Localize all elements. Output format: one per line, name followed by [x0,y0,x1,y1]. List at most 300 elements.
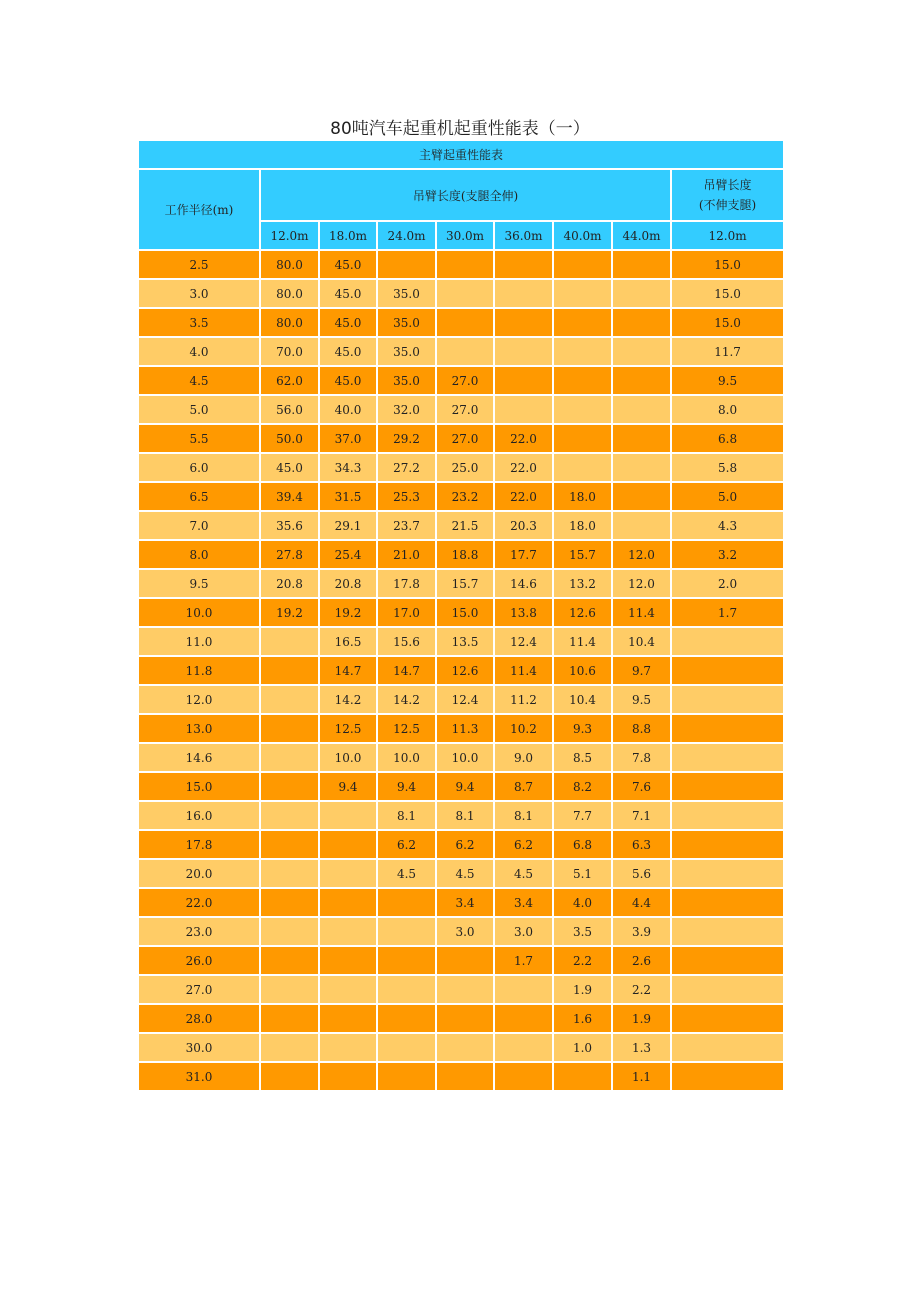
capacity-cell: 15.0 [436,598,494,627]
capacity-cell: 7.8 [612,743,671,772]
capacity-cell [319,859,377,888]
capacity-cell: 9.4 [319,772,377,801]
table-row [138,250,784,279]
capacity-cell: 23.2 [436,482,494,511]
table-row [138,1004,784,1033]
capacity-cell: 32.0 [377,395,436,424]
capacity-cell [319,975,377,1004]
capacity-cell: 80.0 [260,279,319,308]
radius-cell: 4.0 [138,337,260,366]
capacity-cell: 2.6 [612,946,671,975]
capacity-cell: 14.7 [319,656,377,685]
capacity-cell [494,1062,553,1091]
capacity-cell: 11.3 [436,714,494,743]
table-row [138,308,784,337]
capacity-cell [553,308,612,337]
capacity-cell: 9.5 [612,685,671,714]
capacity-cell [260,1062,319,1091]
table-row [138,279,784,308]
capacity-cell [436,1062,494,1091]
capacity-cell: 3.0 [436,917,494,946]
capacity-cell [553,453,612,482]
capacity-cell [436,1004,494,1033]
capacity-cell [553,279,612,308]
capacity-cell [260,627,319,656]
capacity-cell [319,830,377,859]
capacity-cell: 12.0 [612,540,671,569]
capacity-cell [260,830,319,859]
capacity-cell: 8.7 [494,772,553,801]
capacity-cell [553,250,612,279]
capacity-cell: 18.0 [553,482,612,511]
table-row [138,540,784,569]
capacity-cell: 7.1 [612,801,671,830]
capacity-cell: 16.5 [319,627,377,656]
capacity-cell: 1.3 [612,1033,671,1062]
radius-cell: 15.0 [138,772,260,801]
boom-noout-header-line2: (不伸支腿) [698,198,757,212]
capacity-cell [494,975,553,1004]
capacity-cell: 17.8 [377,569,436,598]
capacity-noout-cell [671,1033,784,1062]
capacity-cell [494,337,553,366]
capacity-cell: 6.2 [436,830,494,859]
capacity-cell: 27.0 [436,424,494,453]
capacity-noout-cell [671,714,784,743]
capacity-cell: 13.2 [553,569,612,598]
boom-length-header: 24.0m [377,221,436,250]
capacity-cell: 35.0 [377,366,436,395]
radius-cell: 31.0 [138,1062,260,1091]
table-row [138,424,784,453]
capacity-cell: 19.2 [319,598,377,627]
capacity-cell [494,279,553,308]
capacity-noout-cell: 5.8 [671,453,784,482]
capacity-cell: 9.7 [612,656,671,685]
capacity-cell: 50.0 [260,424,319,453]
capacity-noout-cell [671,917,784,946]
capacity-cell [260,888,319,917]
capacity-cell [612,482,671,511]
radius-cell: 23.0 [138,917,260,946]
capacity-cell: 62.0 [260,366,319,395]
boom-length-noout: 12.0m [671,221,784,250]
capacity-noout-cell [671,627,784,656]
capacity-cell: 8.1 [377,801,436,830]
capacity-cell: 5.1 [553,859,612,888]
table-row [138,859,784,888]
boom-length-header: 18.0m [319,221,377,250]
table-row [138,975,784,1004]
capacity-cell: 4.5 [436,859,494,888]
radius-cell: 3.0 [138,279,260,308]
capacity-cell: 17.7 [494,540,553,569]
capacity-cell: 9.0 [494,743,553,772]
capacity-cell: 1.7 [494,946,553,975]
capacity-cell [377,1004,436,1033]
capacity-noout-cell [671,743,784,772]
capacity-cell: 29.1 [319,511,377,540]
capacity-cell [612,395,671,424]
table-row [138,569,784,598]
capacity-cell [319,888,377,917]
boom-length-header: 40.0m [553,221,612,250]
radius-cell: 14.6 [138,743,260,772]
capacity-cell: 8.2 [553,772,612,801]
capacity-cell: 7.6 [612,772,671,801]
capacity-cell [260,743,319,772]
radius-cell: 9.5 [138,569,260,598]
capacity-cell: 80.0 [260,308,319,337]
capacity-cell: 23.7 [377,511,436,540]
capacity-cell: 45.0 [319,308,377,337]
capacity-noout-cell: 5.0 [671,482,784,511]
capacity-cell: 80.0 [260,250,319,279]
boom-noout-header [671,169,784,221]
capacity-cell: 1.9 [553,975,612,1004]
capacity-cell: 37.0 [319,424,377,453]
capacity-cell [436,308,494,337]
boom-length-header: 36.0m [494,221,553,250]
capacity-cell: 27.2 [377,453,436,482]
capacity-cell: 2.2 [612,975,671,1004]
table-row [138,714,784,743]
capacity-cell: 8.5 [553,743,612,772]
capacity-cell: 25.3 [377,482,436,511]
capacity-cell: 8.1 [436,801,494,830]
capacity-cell: 1.9 [612,1004,671,1033]
capacity-cell [436,946,494,975]
capacity-cell [260,656,319,685]
capacity-cell: 35.0 [377,337,436,366]
capacity-cell: 14.6 [494,569,553,598]
capacity-cell: 56.0 [260,395,319,424]
capacity-cell: 45.0 [260,453,319,482]
capacity-cell [319,1033,377,1062]
capacity-cell: 22.0 [494,482,553,511]
table-row [138,830,784,859]
capacity-noout-cell: 6.8 [671,424,784,453]
capacity-cell: 10.0 [319,743,377,772]
capacity-cell [260,714,319,743]
capacity-cell: 11.4 [553,627,612,656]
capacity-cell [319,946,377,975]
radius-cell: 11.8 [138,656,260,685]
radius-cell: 30.0 [138,1033,260,1062]
capacity-cell: 35.0 [377,279,436,308]
capacity-cell: 21.5 [436,511,494,540]
table-row [138,482,784,511]
boom-full-header: 吊臂长度(支腿全伸) [260,169,671,221]
radius-cell: 17.8 [138,830,260,859]
radius-cell: 2.5 [138,250,260,279]
table-row [138,337,784,366]
table-row [138,598,784,627]
capacity-cell: 8.8 [612,714,671,743]
table-row [138,772,784,801]
capacity-cell [553,366,612,395]
capacity-cell: 31.5 [319,482,377,511]
capacity-cell: 11.4 [494,656,553,685]
capacity-cell [436,1033,494,1062]
table-row [138,627,784,656]
boom-length-header: 30.0m [436,221,494,250]
capacity-cell: 14.2 [377,685,436,714]
capacity-cell: 7.7 [553,801,612,830]
capacity-cell: 27.0 [436,366,494,395]
capacity-cell [260,1004,319,1033]
capacity-cell: 20.8 [319,569,377,598]
capacity-cell: 20.3 [494,511,553,540]
capacity-cell: 70.0 [260,337,319,366]
capacity-noout-cell: 3.2 [671,540,784,569]
capacity-noout-cell: 4.3 [671,511,784,540]
radius-cell: 10.0 [138,598,260,627]
table-row [138,1062,784,1091]
capacity-cell: 27.0 [436,395,494,424]
capacity-cell: 3.9 [612,917,671,946]
capacity-cell: 12.6 [436,656,494,685]
capacity-cell: 3.4 [494,888,553,917]
capacity-cell [260,1033,319,1062]
capacity-cell: 12.4 [494,627,553,656]
capacity-cell: 9.4 [436,772,494,801]
capacity-cell [319,1004,377,1033]
capacity-cell: 40.0 [319,395,377,424]
capacity-cell [494,366,553,395]
table-row [138,685,784,714]
radius-cell: 16.0 [138,801,260,830]
capacity-cell: 10.2 [494,714,553,743]
capacity-cell [319,1062,377,1091]
capacity-cell: 15.7 [436,569,494,598]
capacity-cell: 8.1 [494,801,553,830]
capacity-cell: 27.8 [260,540,319,569]
capacity-cell: 18.8 [436,540,494,569]
capacity-cell: 18.0 [553,511,612,540]
capacity-cell [494,395,553,424]
capacity-cell: 10.6 [553,656,612,685]
capacity-cell [612,279,671,308]
capacity-cell: 11.2 [494,685,553,714]
capacity-cell [436,279,494,308]
capacity-cell: 10.4 [553,685,612,714]
capacity-cell [260,946,319,975]
capacity-cell [260,917,319,946]
table-row [138,946,784,975]
capacity-cell: 22.0 [494,424,553,453]
capacity-cell: 12.0 [612,569,671,598]
capacity-cell [553,337,612,366]
capacity-noout-cell [671,685,784,714]
table-row [138,656,784,685]
capacity-cell: 21.0 [377,540,436,569]
capacity-cell [377,946,436,975]
section-header: 主臂起重性能表 [138,140,784,169]
table-row [138,511,784,540]
capacity-noout-cell [671,772,784,801]
capacity-cell [319,801,377,830]
radius-cell: 13.0 [138,714,260,743]
radius-cell: 27.0 [138,975,260,1004]
capacity-noout-cell [671,975,784,1004]
capacity-cell [436,250,494,279]
capacity-cell: 20.8 [260,569,319,598]
capacity-cell: 9.3 [553,714,612,743]
capacity-cell: 1.1 [612,1062,671,1091]
capacity-cell: 45.0 [319,279,377,308]
capacity-cell: 4.5 [494,859,553,888]
capacity-cell [436,337,494,366]
radius-cell: 12.0 [138,685,260,714]
capacity-cell [612,366,671,395]
radius-cell: 4.5 [138,366,260,395]
capacity-noout-cell: 15.0 [671,308,784,337]
page-title: 80吨汽车起重机起重性能表（一） [330,119,590,139]
table-row [138,453,784,482]
capacity-cell [260,859,319,888]
capacity-noout-cell: 1.7 [671,598,784,627]
capacity-cell: 6.2 [494,830,553,859]
radius-header: 工作半径(m) [138,169,260,250]
table-row [138,1033,784,1062]
boom-length-header: 44.0m [612,221,671,250]
capacity-cell: 4.5 [377,859,436,888]
capacity-cell: 45.0 [319,250,377,279]
capacity-cell: 6.3 [612,830,671,859]
capacity-cell [612,511,671,540]
table-row [138,366,784,395]
capacity-cell [377,1062,436,1091]
capacity-cell: 13.8 [494,598,553,627]
capacity-cell: 45.0 [319,337,377,366]
capacity-cell [612,453,671,482]
capacity-cell [260,685,319,714]
capacity-cell [494,250,553,279]
capacity-noout-cell [671,1062,784,1091]
capacity-cell: 14.7 [377,656,436,685]
capacity-cell: 12.5 [319,714,377,743]
capacity-cell: 1.0 [553,1033,612,1062]
capacity-cell [260,975,319,1004]
capacity-cell: 14.2 [319,685,377,714]
radius-cell: 22.0 [138,888,260,917]
capacity-cell: 6.8 [553,830,612,859]
table-row [138,743,784,772]
capacity-noout-cell [671,888,784,917]
capacity-noout-cell: 8.0 [671,395,784,424]
capacity-cell: 35.0 [377,308,436,337]
capacity-cell [553,395,612,424]
boom-noout-header-line1: 吊臂长度 [703,178,752,192]
capacity-cell: 12.5 [377,714,436,743]
capacity-noout-cell [671,656,784,685]
capacity-cell: 3.0 [494,917,553,946]
capacity-cell [553,424,612,453]
capacity-noout-cell [671,801,784,830]
capacity-noout-cell [671,1004,784,1033]
capacity-cell: 1.6 [553,1004,612,1033]
boom-length-header: 12.0m [260,221,319,250]
capacity-cell: 25.4 [319,540,377,569]
capacity-cell: 10.0 [436,743,494,772]
radius-cell: 7.0 [138,511,260,540]
table-row [138,395,784,424]
capacity-cell: 4.4 [612,888,671,917]
capacity-cell: 45.0 [319,366,377,395]
radius-cell: 5.0 [138,395,260,424]
capacity-cell: 12.6 [553,598,612,627]
capacity-noout-cell: 15.0 [671,279,784,308]
radius-cell: 20.0 [138,859,260,888]
capacity-cell: 13.5 [436,627,494,656]
capacity-cell: 6.2 [377,830,436,859]
capacity-noout-cell: 2.0 [671,569,784,598]
capacity-noout-cell [671,830,784,859]
capacity-noout-cell: 11.7 [671,337,784,366]
radius-cell: 11.0 [138,627,260,656]
capacity-cell: 5.6 [612,859,671,888]
capacity-cell: 10.4 [612,627,671,656]
capacity-cell [612,337,671,366]
capacity-cell [260,772,319,801]
capacity-noout-cell: 9.5 [671,366,784,395]
capacity-cell [260,801,319,830]
radius-cell: 6.0 [138,453,260,482]
capacity-cell [494,308,553,337]
capacity-cell: 34.3 [319,453,377,482]
radius-cell: 26.0 [138,946,260,975]
radius-cell: 6.5 [138,482,260,511]
capacity-cell: 3.4 [436,888,494,917]
capacity-cell: 4.0 [553,888,612,917]
capacity-cell: 10.0 [377,743,436,772]
capacity-cell [494,1033,553,1062]
capacity-cell [319,917,377,946]
table-row [138,888,784,917]
capacity-cell: 39.4 [260,482,319,511]
capacity-cell: 19.2 [260,598,319,627]
capacity-cell: 22.0 [494,453,553,482]
capacity-cell [612,424,671,453]
capacity-noout-cell [671,946,784,975]
radius-cell: 3.5 [138,308,260,337]
capacity-cell: 15.6 [377,627,436,656]
capacity-cell [553,1062,612,1091]
capacity-cell [494,1004,553,1033]
capacity-cell: 35.6 [260,511,319,540]
table-row [138,801,784,830]
lifting-capacity-table [137,139,785,1092]
capacity-cell: 17.0 [377,598,436,627]
capacity-cell: 29.2 [377,424,436,453]
capacity-cell [377,250,436,279]
capacity-noout-cell [671,859,784,888]
capacity-cell [377,975,436,1004]
capacity-cell: 25.0 [436,453,494,482]
radius-cell: 28.0 [138,1004,260,1033]
capacity-cell: 9.4 [377,772,436,801]
radius-cell: 8.0 [138,540,260,569]
capacity-cell: 12.4 [436,685,494,714]
capacity-cell: 3.5 [553,917,612,946]
radius-cell: 5.5 [138,424,260,453]
capacity-cell: 15.7 [553,540,612,569]
capacity-cell [377,1033,436,1062]
capacity-cell [612,250,671,279]
capacity-noout-cell: 15.0 [671,250,784,279]
capacity-cell: 11.4 [612,598,671,627]
